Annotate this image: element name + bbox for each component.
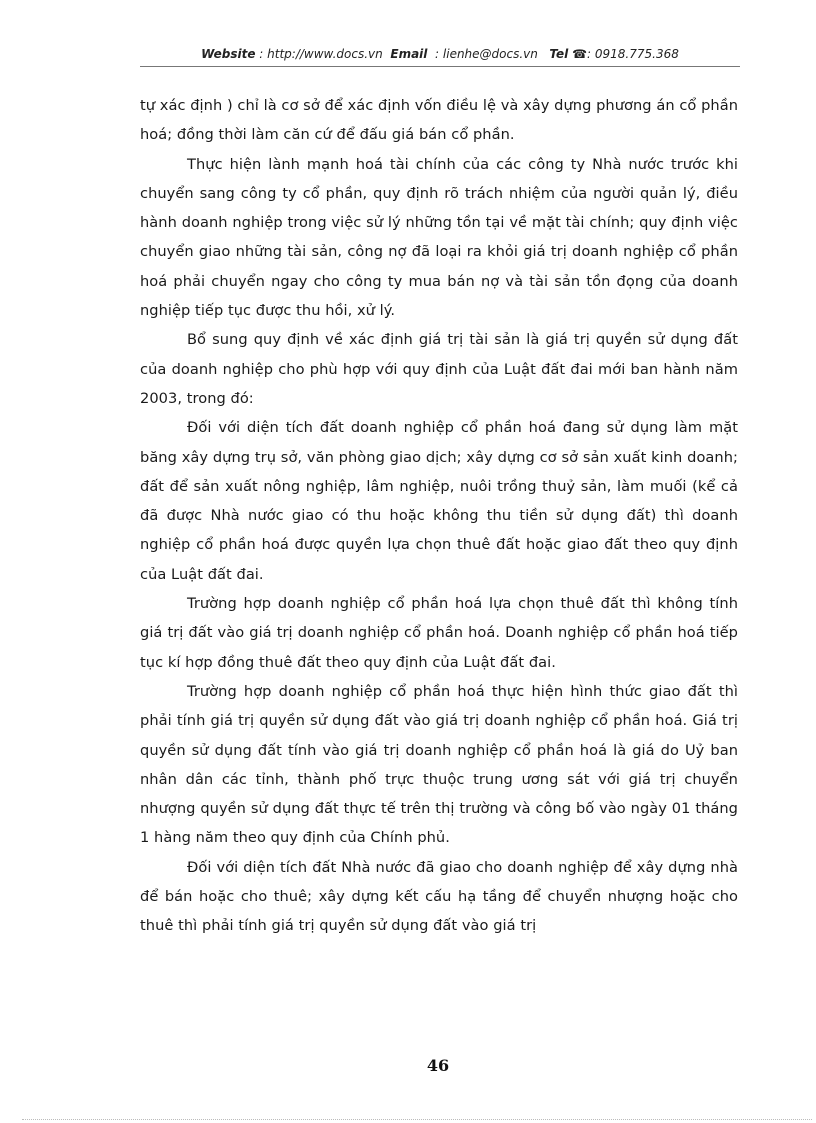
footer-divider — [22, 1119, 812, 1120]
tel-label: Tel — [549, 47, 569, 61]
telephone-icon: ☎ — [572, 47, 588, 61]
website-value: : http://www.docs.vn — [259, 47, 383, 61]
email-value: : lienhe@docs.vn — [435, 47, 538, 61]
tel-value: : 0918.775.368 — [587, 47, 679, 61]
website-label: Website — [201, 47, 256, 61]
page-header — [140, 47, 740, 61]
header-divider — [140, 66, 740, 67]
paragraph-land-valuation: Bổ sung quy định về xác định giá trị tài sản là giá trị quyền sử dụng đất của doanh nghiệp cho phù hợp với quy định của Luật đất đai mới ban hành năm 2003, trong đó: — [140, 331, 738, 407]
page-number: 46 — [426, 1056, 450, 1075]
paragraph-continuation: tự xác định ) chỉ là cơ sở để xác định vốn điều lệ và xây dựng phương án cổ phần hoá; đồng thời làm căn cứ để đấu giá bán cổ phần. — [140, 97, 738, 144]
paragraph-land-area-usage: Đối với diện tích đất doanh nghiệp cổ phần hoá đang sử dụng làm mặt băng xây dựng trụ sở, văn phòng giao dịch; xây dựng cơ sở sản xuất kinh doanh; đất để sản xuất nông nghiệp, lâm nghiệp, nuôi trồng thuỷ sản, làm muối (kể cả đã được Nhà nước giao có thu hoặc không thu tiền sử dụng đất) thì doanh nghiệp cổ phần hoá được quyền lựa chọn thuê đất hoặc giao đất theo quy định của Luật đất đai. — [140, 419, 738, 583]
document-body — [140, 91, 738, 941]
email-label: Email — [390, 47, 428, 61]
paragraph-land-lease: Trường hợp doanh nghiệp cổ phần hoá lựa chọn thuê đất thì không tính giá trị đất vào giá trị doanh nghiệp cổ phần hoá. Doanh nghiệp cổ phần hoá tiếp tục kí hợp đồng thuê đất theo quy định của Luật đất đai. — [140, 595, 738, 671]
paragraph-housing-land: Đối với diện tích đất Nhà nước đã giao cho doanh nghiệp để xây dựng nhà để bán hoặc cho thuê; xây dựng kết cấu hạ tầng để chuyển nhượng hoặc cho thuê thì phải tính giá trị quyền sử dụng đất vào giá trị — [140, 858, 738, 935]
paragraph-financial-restructuring: Thực hiện lành mạnh hoá tài chính của các công ty Nhà nước trước khi chuyển sang công ty cổ phần, quy định rõ trách nhiệm của người quản lý, điều hành doanh nghiệp trong việc sử lý những tồn tại về mặt tài chính; quy định việc chuyển giao những tài sản, công nợ đã loại ra khỏi giá trị doanh nghiệp cổ phần hoá phải chuyển ngay cho công ty mua bán nợ và tài sản tồn đọng của doanh nghiệp tiếp tục được thu hồi, xử lý. — [140, 155, 738, 320]
paragraph-land-allocation: Trường hợp doanh nghiệp cổ phần hoá thực hiện hình thức giao đất thì phải tính giá trị quyền sử dụng đất vào giá trị doanh nghiệp cổ phần hoá. Giá trị quyền sử dụng đất tính vào giá trị doanh nghiệp cổ phần hoá là giá do Uỷ ban nhân dân các tỉnh, thành phố trực thuộc trung ương sát với giá trị chuyển nhượng quyền sử dụng đất thực tế trên thị trường và công bố vào ngày 01 tháng 1 hàng năm theo quy định của Chính phủ. — [140, 682, 738, 847]
